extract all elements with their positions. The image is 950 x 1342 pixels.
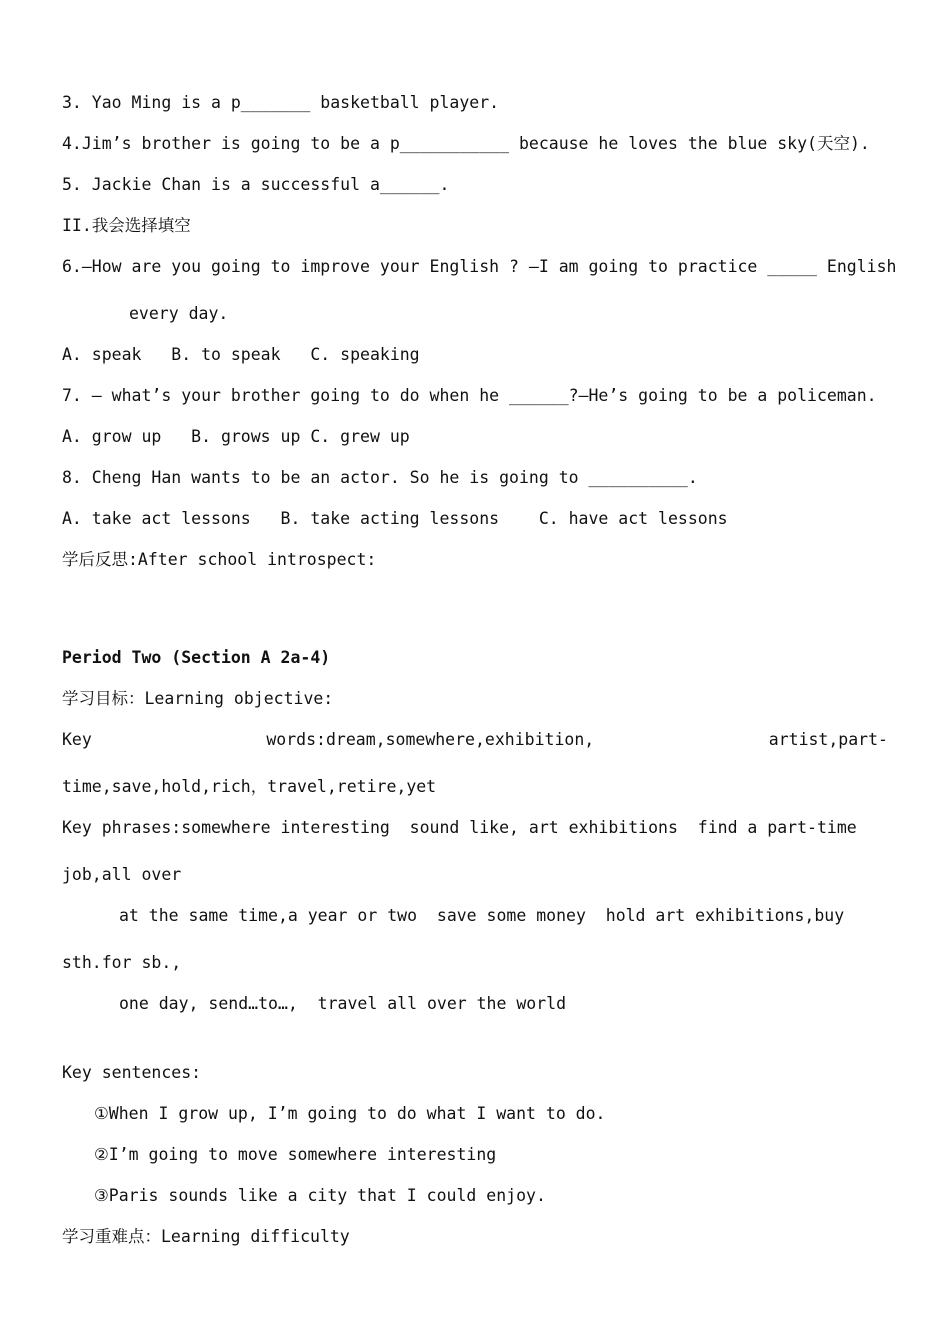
key-words-list-end: artist,part- xyxy=(768,730,888,749)
question-3: 3. Yao Ming is a p_______ basketball player. xyxy=(62,93,500,112)
key-phrases-line-4: sth.for sb., xyxy=(62,953,182,972)
question-4: 4.Jim’s brother is going to be a p___________ because he loves the blue sky(天空). xyxy=(62,134,870,153)
question-6-continued: every day. xyxy=(129,304,229,323)
question-7-options: A. grow up B. grows up C. grew up xyxy=(62,427,410,446)
question-8: 8. Cheng Han wants to be an actor. So he is going to __________. xyxy=(62,468,698,487)
question-5: 5. Jackie Chan is a successful a______. xyxy=(62,175,450,194)
question-6-options: A. speak B. to speak C. speaking xyxy=(62,345,420,364)
key-sentence-2: ②I’m going to move somewhere interesting xyxy=(94,1145,497,1164)
key-sentence-3: ③Paris sounds like a city that I could enjoy. xyxy=(94,1186,546,1205)
section-heading-choice: II.我会选择填空 xyxy=(62,216,191,235)
key-phrases-line-1: Key phrases:somewhere interesting sound like, art exhibitions find a part-time xyxy=(62,818,857,837)
period-title: Period Two (Section A 2a-4) xyxy=(62,648,331,667)
key-words-continued: time,save,hold,rich，travel,retire,yet xyxy=(62,777,437,796)
key-words-list: words:dream,somewhere,exhibition, xyxy=(266,730,595,749)
question-7: 7. — what’s your brother going to do when he ______?—He’s going to be a policeman. xyxy=(62,386,877,405)
key-words-line xyxy=(62,730,888,750)
learning-objective-label: 学习目标：Learning objective: xyxy=(62,689,334,708)
question-8-options: A. take act lessons B. take acting lessons C. have act lessons xyxy=(62,509,728,528)
key-phrases-line-2: job,all over xyxy=(62,865,182,884)
question-6: 6.—How are you going to improve your English ? —I am going to practice _____ English xyxy=(62,257,897,276)
learning-difficulty-label: 学习重难点：Learning difficulty xyxy=(62,1227,350,1246)
reflection-label: 学后反思:After school introspect: xyxy=(62,550,377,569)
key-words-label: Key xyxy=(62,730,92,749)
key-phrases-line-5: one day, send…to…, travel all over the world xyxy=(119,994,567,1013)
key-sentences-label: Key sentences: xyxy=(62,1063,202,1082)
key-phrases-line-3: at the same time,a year or two save some money hold art exhibitions,buy xyxy=(119,906,845,925)
key-sentence-1: ①When I grow up, I’m going to do what I want to do. xyxy=(94,1104,606,1123)
